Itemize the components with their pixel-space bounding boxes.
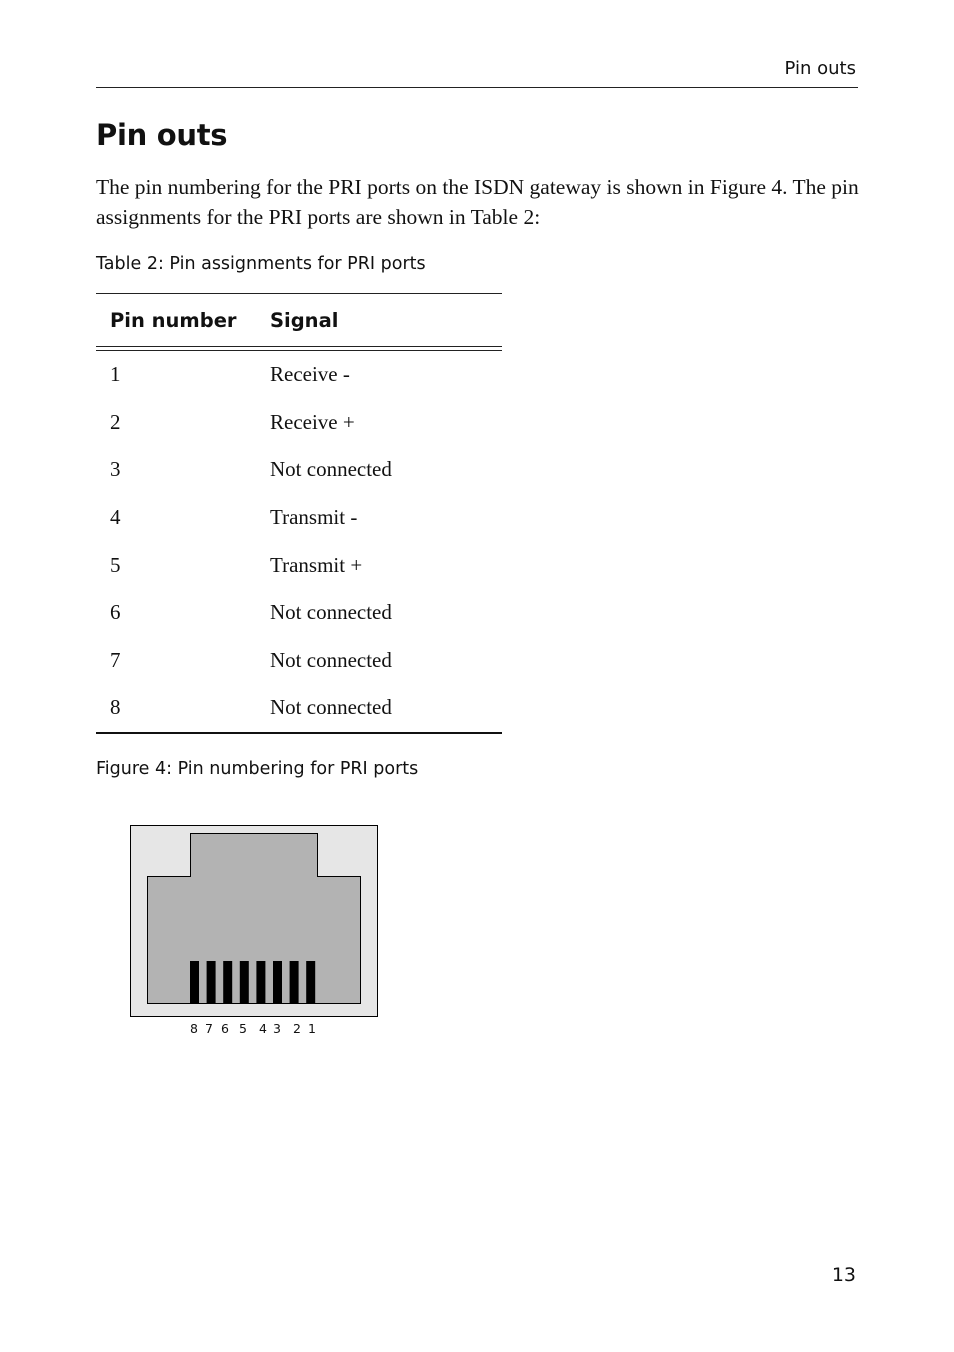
figure-caption: Figure 4: Pin numbering for PRI ports bbox=[96, 759, 419, 779]
table-row bbox=[96, 494, 502, 542]
contact-pin-2 bbox=[290, 961, 299, 1003]
table-bottom-rule bbox=[96, 732, 502, 734]
pin-label-6: 6 bbox=[221, 1021, 229, 1036]
pin-number-cell: 5 bbox=[110, 552, 121, 577]
pin-number-cell: 2 bbox=[110, 409, 121, 434]
contact-pin-6 bbox=[223, 961, 232, 1003]
pin-label-2: 2 bbox=[293, 1021, 301, 1036]
table-header-row bbox=[96, 294, 502, 346]
pin-label-7: 7 bbox=[205, 1021, 213, 1036]
pin-assignment-table bbox=[96, 293, 502, 734]
running-header: Pin outs bbox=[784, 58, 856, 79]
signal-cell: Not connected bbox=[270, 457, 392, 482]
pin-number-cell: 1 bbox=[110, 362, 121, 387]
table-row bbox=[96, 399, 502, 447]
pin-number-cell: 3 bbox=[110, 457, 121, 482]
signal-cell: Not connected bbox=[270, 647, 392, 672]
header-rule bbox=[96, 87, 858, 88]
table-row bbox=[96, 589, 502, 637]
signal-cell: Not connected bbox=[270, 695, 392, 720]
contact-pin-7 bbox=[207, 961, 216, 1003]
pin-label-3: 3 bbox=[273, 1021, 281, 1036]
signal-cell: Transmit + bbox=[270, 552, 363, 577]
signal-cell: Transmit - bbox=[270, 505, 358, 530]
pin-label-4: 4 bbox=[259, 1021, 267, 1036]
contact-pin-1 bbox=[306, 961, 315, 1003]
contact-pin-3 bbox=[273, 961, 282, 1003]
pin-number-cell: 8 bbox=[110, 695, 121, 720]
contact-pin-5 bbox=[240, 961, 249, 1003]
contact-pin-8 bbox=[190, 961, 199, 1003]
table-row bbox=[96, 351, 502, 399]
contact-pin-4 bbox=[256, 961, 265, 1003]
pin-number-cell: 4 bbox=[110, 505, 121, 530]
table-row bbox=[96, 637, 502, 685]
pin-number-cell: 7 bbox=[110, 647, 121, 672]
signal-cell: Receive + bbox=[270, 409, 355, 434]
table-caption: Table 2: Pin assignments for PRI ports bbox=[96, 254, 426, 274]
table-row bbox=[96, 541, 502, 589]
rj45-connector-diagram bbox=[130, 825, 378, 1017]
header-pin-number: Pin number bbox=[110, 308, 237, 332]
table-body bbox=[96, 351, 502, 732]
pin-label-1: 1 bbox=[308, 1021, 316, 1036]
pin-label-8: 8 bbox=[190, 1021, 198, 1036]
signal-cell: Receive - bbox=[270, 362, 350, 387]
header-signal: Signal bbox=[270, 308, 339, 332]
pin-label-5: 5 bbox=[239, 1021, 247, 1036]
table-row bbox=[96, 446, 502, 494]
signal-cell: Not connected bbox=[270, 600, 392, 625]
page-number: 13 bbox=[831, 1264, 856, 1286]
table-row bbox=[96, 684, 502, 732]
pin-number-labels bbox=[180, 1021, 330, 1039]
section-title: Pin outs bbox=[96, 118, 228, 152]
intro-paragraph: The pin numbering for the PRI ports on the ISDN gateway is shown in Figure 4. The pin assignments for the PRI ports are shown in Table 2: bbox=[96, 175, 859, 229]
pin-number-cell: 6 bbox=[110, 600, 121, 625]
